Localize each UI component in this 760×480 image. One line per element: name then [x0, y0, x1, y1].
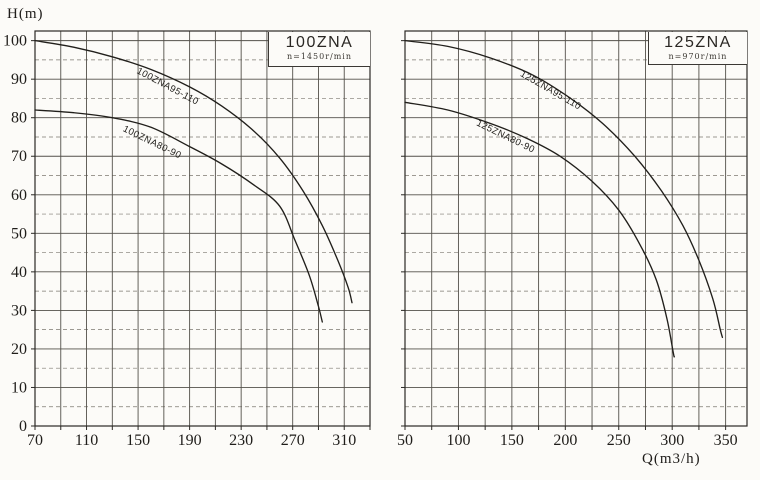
- plot-frame: [35, 31, 370, 426]
- y-tick-label: 30: [11, 302, 27, 320]
- y-tick-label: 10: [11, 379, 27, 397]
- chart-125zna: [397, 31, 747, 449]
- chart-speed-100zna: n=1450r/min: [286, 52, 353, 61]
- y-tick-label: 80: [11, 109, 27, 127]
- y-axis-label: H(m): [7, 6, 44, 22]
- x-tick-label: 70: [27, 432, 43, 449]
- x-tick-label: 150: [499, 432, 524, 449]
- plot-frame: [405, 31, 747, 426]
- x-tick-label: 300: [660, 432, 685, 449]
- x-tick-label: 200: [553, 432, 578, 449]
- x-tick-label: 50: [397, 432, 413, 449]
- curve-125zna95-110: [405, 41, 722, 338]
- y-tick-label: 100: [3, 32, 27, 50]
- curve-label-125zna80-90: 125ZNA80-90: [474, 117, 537, 156]
- x-tick-label: 110: [74, 432, 99, 449]
- chart-100zna: [3, 31, 370, 449]
- curve-label-125zna95-110: 125ZNA95-110: [518, 68, 583, 113]
- y-tick-label: 60: [11, 186, 27, 204]
- chart-title-box-125zna: [648, 32, 747, 65]
- curve-125zna80-90: [405, 102, 674, 357]
- x-tick-label: 190: [177, 432, 202, 449]
- y-tick-label: 50: [11, 225, 27, 243]
- x-tick-label: 250: [606, 432, 631, 449]
- y-tick-label: 0: [19, 418, 27, 435]
- x-tick-label: 350: [713, 432, 738, 449]
- y-tick-label: 40: [11, 263, 27, 281]
- x-tick-label: 310: [332, 432, 357, 449]
- y-tick-label: 20: [11, 340, 27, 358]
- x-axis-label: Q(m3/h): [642, 451, 701, 467]
- x-tick-label: 150: [126, 432, 151, 449]
- x-tick-label: 270: [280, 432, 305, 449]
- x-tick-label: 230: [229, 432, 254, 449]
- curve-100zna80-90: [35, 110, 322, 322]
- y-tick-label: 70: [11, 148, 27, 166]
- chart-title-100zna: 100ZNA: [285, 34, 354, 51]
- chart-title-125zna: 125ZNA: [664, 34, 732, 51]
- curve-label-100zna95-110: 100ZNA95-110: [134, 65, 201, 108]
- y-tick-label: 90: [11, 71, 27, 89]
- curve-label-100zna80-90: 100ZNA80-90: [121, 123, 184, 162]
- chart-title-box-100zna: [268, 32, 370, 67]
- x-tick-label: 100: [446, 432, 471, 449]
- chart-speed-125zna: n=970r/min: [668, 52, 728, 61]
